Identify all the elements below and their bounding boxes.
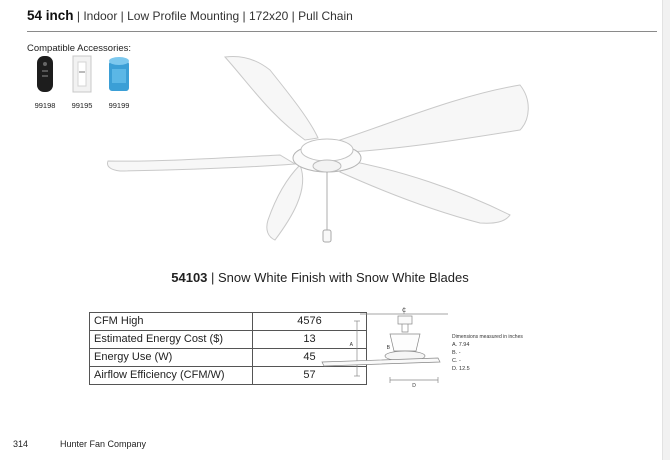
product-description: | Snow White Finish with Snow White Blades	[207, 270, 469, 285]
fan-blade	[225, 56, 318, 140]
page-edge	[662, 0, 670, 460]
fan-blade	[340, 160, 510, 223]
accessories-title: Compatible Accessories:	[27, 43, 132, 54]
spec-value: 4576	[253, 313, 367, 331]
dimension-row: A. 7.94	[452, 342, 470, 348]
fan-blade	[340, 85, 528, 152]
accessory-wall-control	[67, 55, 97, 110]
dimension-row: C. -	[452, 358, 461, 364]
page-number: 314	[13, 439, 29, 449]
accessory-code: 99198	[34, 101, 56, 110]
accessory-code: 99195	[71, 101, 93, 110]
fan-size: 54 inch	[27, 8, 74, 23]
spec-label: CFM High	[90, 313, 253, 331]
product-title	[0, 270, 640, 285]
dimension-letter: D	[412, 383, 416, 389]
fan-blade	[108, 155, 296, 171]
spec-value: 45	[253, 349, 367, 367]
spec-value: 13	[253, 331, 367, 349]
spec-value: 57	[253, 367, 367, 385]
accessory-remote	[30, 55, 60, 110]
accessory-code: 99199	[108, 101, 130, 110]
dimensions-list	[452, 333, 523, 373]
page-header	[27, 8, 353, 23]
spec-label: Estimated Energy Cost ($)	[90, 331, 253, 349]
wall-control-icon	[72, 55, 92, 93]
dimension-row: D. 12.5	[452, 366, 470, 372]
dimension-letter: A	[349, 342, 353, 348]
company-name: Hunter Fan Company	[60, 439, 147, 449]
model-number: 54103	[171, 270, 208, 285]
ceiling-fan-image	[100, 40, 570, 270]
dimensions-title: Dimensions measured in inches	[452, 334, 523, 340]
dimension-row: B. -	[452, 350, 461, 356]
remote-control-icon	[36, 55, 54, 93]
dimension-letter: B	[386, 345, 390, 351]
spec-label: Energy Use (W)	[90, 349, 253, 367]
spec-label: Airflow Efficiency (CFM/W)	[90, 367, 253, 385]
fan-details: | Indoor | Low Profile Mounting | 172x20 | Pull Chain	[73, 9, 353, 23]
fan-blade	[267, 165, 303, 240]
dimension-letter: C	[402, 308, 406, 314]
header-divider	[27, 31, 657, 32]
dimension-diagram	[320, 306, 450, 390]
